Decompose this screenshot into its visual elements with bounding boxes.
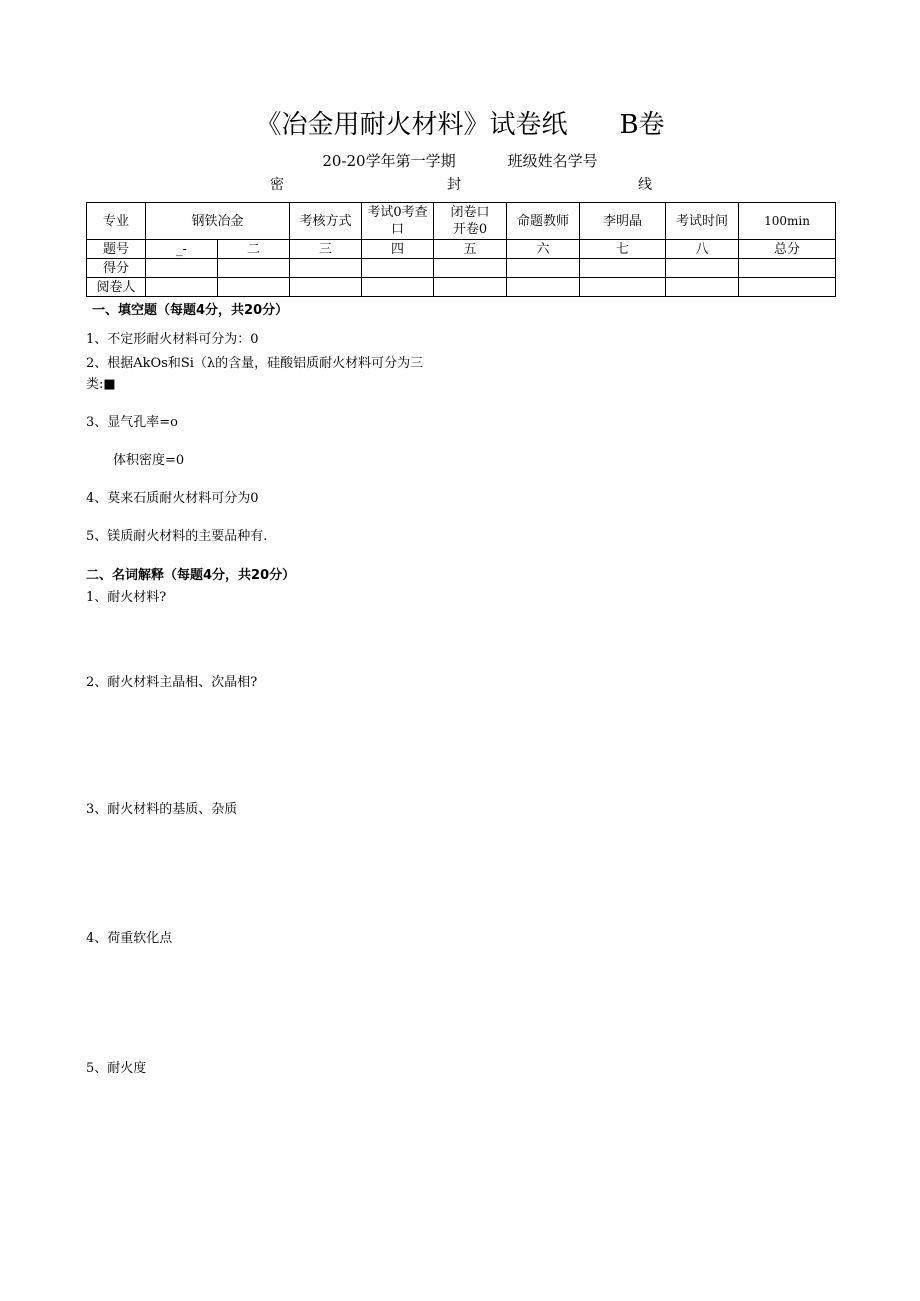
question-2-1: 1、耐火材料? [86,590,167,605]
question-1-3: 3、显气孔率=o [86,415,178,430]
header-cell: 四 [362,240,434,259]
assess-value-line1: 考试0考查 [367,205,428,220]
assess-value-line2: 口 [391,222,405,237]
question-1-4: 4、莫来石质耐火材料可分为0 [86,491,259,506]
question-1-3-density: 体积密度=0 [113,453,185,468]
term-label: 20-20学年第一学期 [322,152,456,170]
reviewer-cell [666,278,739,297]
student-fields-label: 班级姓名学号 [507,152,598,170]
exam-info-table [86,202,836,297]
time-label: 考试时间 [666,203,739,240]
question-1-1: 1、不定形耐火材料可分为：0 [86,332,259,347]
score-cell [434,259,507,278]
header-cell: 五 [434,240,507,259]
header-cell: 三 [290,240,362,259]
header-cell: 题号 [87,240,146,259]
section1-heading: 一、填空题（每题4分，共20分） [92,303,289,318]
score-cell [507,259,580,278]
book-value-line1: 闭卷口 [450,205,490,220]
question-1-5: 5、镁质耐火材料的主要品种有. [86,529,268,544]
header-cell: 七 [580,240,666,259]
time-value: 100min [739,203,836,240]
assess-label: 考核方式 [290,203,362,240]
score-cell [739,259,836,278]
reviewer-label: 阅卷人 [87,278,146,297]
exam-subtitle [0,150,920,171]
reviewer-cell [146,278,218,297]
teacher-value: 李明晶 [580,203,666,240]
score-cell [146,259,218,278]
header-cell: 六 [507,240,580,259]
seal-mi: 密 [270,177,284,193]
teacher-label: 命题教师 [507,203,580,240]
exam-volume: B卷 [619,110,665,140]
header-cell: _- [146,240,218,259]
exam-title-main: 《冶金用耐火材料》试卷纸 [255,110,568,140]
reviewer-cell [434,278,507,297]
question-2-5: 5、耐火度 [86,1061,147,1076]
score-cell [218,259,290,278]
header-cell: 八 [666,240,739,259]
book-value-line2: 开卷0 [452,222,488,237]
reviewer-cell [218,278,290,297]
question-2-3: 3、耐火材料的基质、杂质 [86,802,238,817]
seal-xian: 线 [638,177,652,193]
question-1-2-continued: 类:■ [86,377,116,392]
major-value: 钢铁冶金 [146,203,290,240]
seal-feng: 封 [447,177,461,193]
score-label: 得分 [87,259,146,278]
score-cell [580,259,666,278]
score-cell [666,259,739,278]
score-cell [290,259,362,278]
reviewer-cell [290,278,362,297]
question-2-4: 4、荷重软化点 [86,931,173,946]
assess-value [362,203,434,240]
exam-title [0,104,920,141]
reviewer-cell [739,278,836,297]
score-cell [362,259,434,278]
header-cell: 二 [218,240,290,259]
header-cell: 总分 [739,240,836,259]
question-1-2: 2、根据AkOs和Si（λ的含量，硅酸铝质耐火材料可分为三 [86,356,424,371]
section2-heading: 二、名词解释（每题4分，共20分） [86,568,296,583]
reviewer-cell [580,278,666,297]
question-2-2: 2、耐火材料主晶相、次晶相? [86,675,258,690]
major-label: 专业 [87,203,146,240]
reviewer-cell [507,278,580,297]
reviewer-cell [362,278,434,297]
book-value [434,203,507,240]
